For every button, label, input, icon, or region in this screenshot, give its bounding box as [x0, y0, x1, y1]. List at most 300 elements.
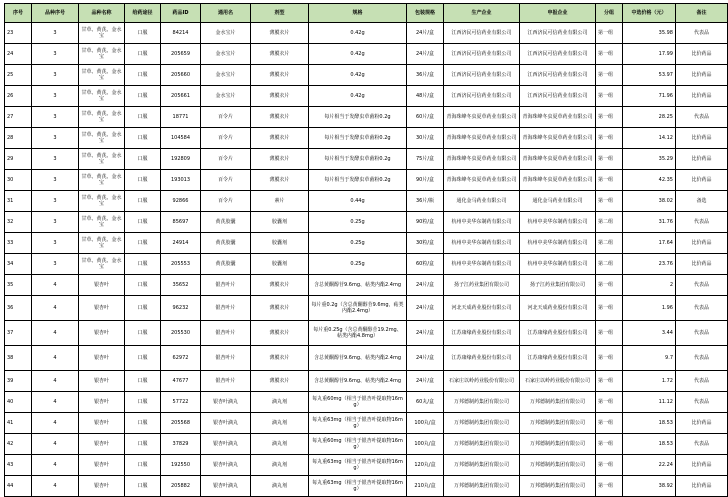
cell-remark: 比价药品: [676, 413, 728, 434]
cell-specification: 0.25g: [309, 212, 407, 233]
cell-price: 71.96: [623, 86, 676, 107]
cell-remark: 代表品: [676, 392, 728, 413]
cell-variety-name: 甘草、黄芪、金水宝: [79, 191, 125, 212]
cell-group: 第一组: [596, 65, 623, 86]
cell-dosage-form: 薄膜衣片: [251, 128, 309, 149]
cell-variety-name: 银杏叶: [79, 371, 125, 392]
cell-seq-no: 24: [5, 44, 32, 65]
cell-price: 38.92: [623, 476, 676, 497]
cell-price: 42.35: [623, 170, 676, 191]
cell-specification: 每片重0.25g（含总黄酮醇苷19.2mg、萜类内酯4.8mg）: [309, 321, 407, 346]
cell-variety-name: 甘草、黄芪、金水宝: [79, 254, 125, 275]
cell-route: 口服: [125, 107, 161, 128]
cell-manufacturer: 江西济民可信药业有限公司: [444, 44, 520, 65]
cell-seq-no: 33: [5, 233, 32, 254]
table-row: [5, 212, 728, 233]
cell-variety-no: 4: [32, 392, 79, 413]
cell-applicant: 石家庄以岭药业股份有限公司: [520, 371, 596, 392]
cell-dosage-form: 薄膜衣片: [251, 296, 309, 321]
cell-group: 第二组: [596, 254, 623, 275]
cell-dosage-form: 薄膜衣片: [251, 107, 309, 128]
cell-specification: 含总黄酮醇苷9.6mg、萜类内酯2.4mg: [309, 371, 407, 392]
cell-price: 3.44: [623, 321, 676, 346]
cell-seq-no: 41: [5, 413, 32, 434]
cell-variety-name: 银杏叶: [79, 346, 125, 371]
cell-route: 口服: [125, 44, 161, 65]
cell-applicant: 万邦德制药集团有限公司: [520, 434, 596, 455]
cell-variety-no: 4: [32, 413, 79, 434]
cell-generic-name: 黄芪胶囊: [201, 212, 251, 233]
cell-specification: 每丸重63mg（相当于银杏叶提取物16mg）: [309, 413, 407, 434]
cell-generic-name: 金水宝片: [201, 86, 251, 107]
cell-variety-no: 4: [32, 296, 79, 321]
cell-manufacturer: 万邦德制药集团有限公司: [444, 476, 520, 497]
cell-dosage-form: 薄膜衣片: [251, 371, 309, 392]
cell-applicant: 扬子江药业集团有限公司: [520, 275, 596, 296]
cell-group: 第一组: [596, 107, 623, 128]
cell-dosage-form: 薄膜衣片: [251, 170, 309, 191]
cell-group: 第一组: [596, 413, 623, 434]
cell-remark: 代表品: [676, 275, 728, 296]
table-row: [5, 107, 728, 128]
cell-variety-name: 银杏叶: [79, 413, 125, 434]
table-row: [5, 65, 728, 86]
cell-applicant: 杭州中美华东制药有限公司: [520, 212, 596, 233]
header-seq-no: 序号: [5, 4, 32, 23]
cell-variety-name: 甘草、黄芪、金水宝: [79, 107, 125, 128]
cell-specification: 每丸重60mg（相当于银杏叶提取物16mg）: [309, 434, 407, 455]
header-generic-name: 通用名: [201, 4, 251, 23]
table-row: [5, 346, 728, 371]
cell-manufacturer: 江西济民可信药业有限公司: [444, 23, 520, 44]
header-dosage-form: 剂型: [251, 4, 309, 23]
cell-dosage-form: 滴丸剂: [251, 476, 309, 497]
cell-group: 第一组: [596, 455, 623, 476]
cell-remark: 代表品: [676, 434, 728, 455]
cell-applicant: 青海珠峰冬虫夏草药业有限公司: [520, 107, 596, 128]
header-specification: 规格: [309, 4, 407, 23]
cell-price: 18.53: [623, 434, 676, 455]
cell-price: 17.99: [623, 44, 676, 65]
cell-package-spec: 90粒/盒: [407, 212, 444, 233]
cell-dosage-form: 薄膜衣片: [251, 86, 309, 107]
cell-variety-no: 4: [32, 371, 79, 392]
cell-route: 口服: [125, 275, 161, 296]
cell-generic-name: 金水宝片: [201, 44, 251, 65]
cell-drug-id: 192550: [161, 455, 201, 476]
cell-group: 第一组: [596, 275, 623, 296]
cell-route: 口服: [125, 254, 161, 275]
table-row: [5, 191, 728, 212]
cell-specification: 每片相当于发酵虫草菌粉0.2g: [309, 107, 407, 128]
cell-drug-id: 205568: [161, 413, 201, 434]
cell-group: 第一组: [596, 149, 623, 170]
cell-variety-name: 银杏叶: [79, 455, 125, 476]
cell-group: 第一组: [596, 23, 623, 44]
cell-group: 第一组: [596, 296, 623, 321]
cell-variety-no: 3: [32, 65, 79, 86]
cell-route: 口服: [125, 413, 161, 434]
cell-applicant: 万邦德制药集团有限公司: [520, 455, 596, 476]
cell-package-spec: 60丸/盒: [407, 392, 444, 413]
cell-variety-name: 甘草、黄芪、金水宝: [79, 86, 125, 107]
cell-generic-name: 银杏叶片: [201, 296, 251, 321]
cell-variety-name: 银杏叶: [79, 392, 125, 413]
cell-package-spec: 24片/盒: [407, 275, 444, 296]
cell-drug-id: 47677: [161, 371, 201, 392]
cell-price: 14.12: [623, 128, 676, 149]
table-row: [5, 170, 728, 191]
cell-generic-name: 百令片: [201, 191, 251, 212]
cell-applicant: 江西济民可信药业有限公司: [520, 65, 596, 86]
cell-remark: 代表品: [676, 296, 728, 321]
cell-remark: 代表品: [676, 321, 728, 346]
cell-package-spec: 24片/盒: [407, 296, 444, 321]
cell-generic-name: 银杏叶滴丸: [201, 392, 251, 413]
table-row: [5, 434, 728, 455]
cell-applicant: 万邦德制药集团有限公司: [520, 413, 596, 434]
cell-drug-id: 18771: [161, 107, 201, 128]
cell-seq-no: 27: [5, 107, 32, 128]
cell-dosage-form: 胶囊剂: [251, 254, 309, 275]
cell-package-spec: 24片/盒: [407, 346, 444, 371]
cell-variety-name: 银杏叶: [79, 434, 125, 455]
cell-specification: 含总黄酮醇苷9.6mg、萜类内酯2.4mg: [309, 275, 407, 296]
cell-generic-name: 百令片: [201, 170, 251, 191]
cell-variety-no: 3: [32, 23, 79, 44]
cell-dosage-form: 薄膜衣片: [251, 23, 309, 44]
cell-group: 第一组: [596, 371, 623, 392]
cell-generic-name: 百令片: [201, 149, 251, 170]
cell-remark: 比价药品: [676, 254, 728, 275]
cell-drug-id: 205553: [161, 254, 201, 275]
cell-applicant: 河北天成药业股份有限公司: [520, 296, 596, 321]
cell-applicant: 青海珠峰冬虫夏草药业有限公司: [520, 128, 596, 149]
cell-route: 口服: [125, 149, 161, 170]
cell-remark: 备选: [676, 191, 728, 212]
cell-remark: 比价药品: [676, 44, 728, 65]
cell-seq-no: 38: [5, 346, 32, 371]
cell-variety-no: 3: [32, 44, 79, 65]
cell-route: 口服: [125, 212, 161, 233]
cell-specification: 每片重0.2g（含总黄酮醇苷9.6mg，萜类内酯2.4mg）: [309, 296, 407, 321]
cell-generic-name: 百令片: [201, 128, 251, 149]
cell-route: 口服: [125, 170, 161, 191]
cell-generic-name: 银杏叶滴丸: [201, 413, 251, 434]
table-row: [5, 321, 728, 346]
cell-generic-name: 银杏叶片: [201, 371, 251, 392]
cell-generic-name: 百令片: [201, 107, 251, 128]
cell-price: 35.98: [623, 23, 676, 44]
cell-price: 53.97: [623, 65, 676, 86]
cell-manufacturer: 万邦德制药集团有限公司: [444, 455, 520, 476]
cell-remark: 比价药品: [676, 476, 728, 497]
cell-remark: 比价药品: [676, 455, 728, 476]
cell-drug-id: 35652: [161, 275, 201, 296]
cell-applicant: 江苏康缘药业股份有限公司: [520, 346, 596, 371]
header-variety-no: 品种序号: [32, 4, 79, 23]
cell-manufacturer: 青海珠峰冬虫夏草药业有限公司: [444, 107, 520, 128]
cell-generic-name: 金水宝片: [201, 65, 251, 86]
cell-drug-id: 192809: [161, 149, 201, 170]
cell-price: 31.76: [623, 212, 676, 233]
cell-manufacturer: 江苏康缘药业股份有限公司: [444, 346, 520, 371]
cell-drug-id: 96232: [161, 296, 201, 321]
table-row: [5, 128, 728, 149]
cell-generic-name: 银杏叶片: [201, 275, 251, 296]
cell-drug-id: 205659: [161, 44, 201, 65]
cell-dosage-form: 薄膜衣片: [251, 149, 309, 170]
cell-package-spec: 24片/盒: [407, 321, 444, 346]
cell-group: 第二组: [596, 233, 623, 254]
cell-package-spec: 120丸/盒: [407, 455, 444, 476]
cell-route: 口服: [125, 371, 161, 392]
cell-dosage-form: 薄膜衣片: [251, 321, 309, 346]
header-group: 分组: [596, 4, 623, 23]
cell-price: 35.29: [623, 149, 676, 170]
cell-applicant: 江西济民可信药业有限公司: [520, 86, 596, 107]
cell-variety-name: 甘草、黄芪、金水宝: [79, 170, 125, 191]
cell-variety-no: 3: [32, 212, 79, 233]
cell-specification: 0.42g: [309, 86, 407, 107]
cell-variety-name: 银杏叶: [79, 296, 125, 321]
cell-seq-no: 39: [5, 371, 32, 392]
header-applicant: 申报企业: [520, 4, 596, 23]
table-row: [5, 254, 728, 275]
cell-price: 11.12: [623, 392, 676, 413]
cell-route: 口服: [125, 128, 161, 149]
cell-seq-no: 23: [5, 23, 32, 44]
cell-route: 口服: [125, 233, 161, 254]
cell-package-spec: 48片/盒: [407, 86, 444, 107]
cell-variety-name: 银杏叶: [79, 476, 125, 497]
cell-variety-name: 甘草、黄芪、金水宝: [79, 23, 125, 44]
header-row: [5, 4, 728, 23]
cell-seq-no: 31: [5, 191, 32, 212]
cell-specification: 0.25g: [309, 254, 407, 275]
cell-manufacturer: 杭州中美华东制药有限公司: [444, 212, 520, 233]
cell-price: 1.72: [623, 371, 676, 392]
cell-variety-no: 3: [32, 107, 79, 128]
cell-route: 口服: [125, 296, 161, 321]
cell-applicant: 江西济民可信药业有限公司: [520, 23, 596, 44]
header-price: 中选价格（元）: [623, 4, 676, 23]
cell-drug-id: 24914: [161, 233, 201, 254]
cell-package-spec: 100丸/盒: [407, 413, 444, 434]
cell-seq-no: 44: [5, 476, 32, 497]
cell-package-spec: 75片/盒: [407, 149, 444, 170]
header-route: 给药途径: [125, 4, 161, 23]
cell-route: 口服: [125, 191, 161, 212]
table-row: [5, 23, 728, 44]
cell-variety-no: 3: [32, 233, 79, 254]
table-row: [5, 275, 728, 296]
cell-seq-no: 40: [5, 392, 32, 413]
cell-group: 第一组: [596, 170, 623, 191]
cell-route: 口服: [125, 434, 161, 455]
cell-seq-no: 29: [5, 149, 32, 170]
cell-specification: 0.44g: [309, 191, 407, 212]
cell-route: 口服: [125, 455, 161, 476]
cell-price: 18.53: [623, 413, 676, 434]
cell-seq-no: 43: [5, 455, 32, 476]
cell-variety-no: 4: [32, 346, 79, 371]
cell-drug-id: 205530: [161, 321, 201, 346]
cell-package-spec: 60片/盒: [407, 107, 444, 128]
cell-specification: 每片相当于发酵虫草菌粉0.2g: [309, 170, 407, 191]
price-table: [4, 3, 728, 497]
cell-route: 口服: [125, 346, 161, 371]
cell-group: 第一组: [596, 86, 623, 107]
cell-manufacturer: 江苏康缘药业股份有限公司: [444, 321, 520, 346]
header-remark: 备注: [676, 4, 728, 23]
cell-specification: 每丸重63mg（相当于银杏叶提取物16mg）: [309, 476, 407, 497]
cell-manufacturer: 石家庄以岭药业股份有限公司: [444, 371, 520, 392]
cell-variety-no: 3: [32, 254, 79, 275]
cell-remark: 比价药品: [676, 128, 728, 149]
cell-remark: 代表品: [676, 346, 728, 371]
cell-price: 38.02: [623, 191, 676, 212]
cell-generic-name: 黄芪胶囊: [201, 254, 251, 275]
cell-specification: 0.25g: [309, 233, 407, 254]
cell-dosage-form: 素片: [251, 191, 309, 212]
cell-variety-no: 3: [32, 170, 79, 191]
cell-price: 22.24: [623, 455, 676, 476]
cell-generic-name: 黄芪胶囊: [201, 233, 251, 254]
cell-variety-no: 4: [32, 275, 79, 296]
cell-package-spec: 36片/盒: [407, 65, 444, 86]
cell-specification: 每丸重60mg（相当于银杏叶提取物16mg）: [309, 392, 407, 413]
cell-variety-no: 4: [32, 476, 79, 497]
cell-specification: 每片相当于发酵虫草菌粉0.2g: [309, 128, 407, 149]
cell-seq-no: 36: [5, 296, 32, 321]
cell-variety-no: 3: [32, 149, 79, 170]
cell-manufacturer: 江西济民可信药业有限公司: [444, 65, 520, 86]
table-row: [5, 86, 728, 107]
cell-route: 口服: [125, 392, 161, 413]
cell-applicant: 杭州中美华东制药有限公司: [520, 233, 596, 254]
cell-route: 口服: [125, 65, 161, 86]
cell-manufacturer: 青海珠峰冬虫夏草药业有限公司: [444, 149, 520, 170]
cell-package-spec: 36片/瓶: [407, 191, 444, 212]
cell-specification: 0.42g: [309, 65, 407, 86]
cell-manufacturer: 青海珠峰冬虫夏草药业有限公司: [444, 128, 520, 149]
cell-route: 口服: [125, 321, 161, 346]
cell-applicant: 万邦德制药集团有限公司: [520, 392, 596, 413]
cell-drug-id: 57722: [161, 392, 201, 413]
cell-seq-no: 30: [5, 170, 32, 191]
cell-seq-no: 34: [5, 254, 32, 275]
cell-seq-no: 35: [5, 275, 32, 296]
cell-remark: 代表品: [676, 371, 728, 392]
header-manufacturer: 生产企业: [444, 4, 520, 23]
cell-applicant: 江苏康缘药业股份有限公司: [520, 321, 596, 346]
cell-remark: 比价药品: [676, 233, 728, 254]
table-row: [5, 413, 728, 434]
cell-remark: 比价药品: [676, 170, 728, 191]
cell-package-spec: 60粒/盒: [407, 254, 444, 275]
cell-drug-id: 37829: [161, 434, 201, 455]
cell-variety-name: 银杏叶: [79, 321, 125, 346]
cell-generic-name: 银杏叶片: [201, 321, 251, 346]
cell-variety-name: 甘草、黄芪、金水宝: [79, 65, 125, 86]
cell-drug-id: 193013: [161, 170, 201, 191]
cell-remark: 代表品: [676, 212, 728, 233]
cell-generic-name: 银杏叶滴丸: [201, 455, 251, 476]
cell-variety-no: 4: [32, 455, 79, 476]
table-row: [5, 476, 728, 497]
cell-applicant: 青海珠峰冬虫夏草药业有限公司: [520, 170, 596, 191]
cell-generic-name: 银杏叶滴丸: [201, 434, 251, 455]
cell-price: 28.25: [623, 107, 676, 128]
cell-dosage-form: 薄膜衣片: [251, 44, 309, 65]
cell-variety-name: 银杏叶: [79, 275, 125, 296]
cell-applicant: 江西济民可信药业有限公司: [520, 44, 596, 65]
cell-seq-no: 37: [5, 321, 32, 346]
cell-manufacturer: 通化金马药业有限公司: [444, 191, 520, 212]
cell-seq-no: 32: [5, 212, 32, 233]
header-drug-id: 药品ID: [161, 4, 201, 23]
header-package-spec: 包装规格: [407, 4, 444, 23]
cell-route: 口服: [125, 476, 161, 497]
cell-manufacturer: 万邦德制药集团有限公司: [444, 392, 520, 413]
cell-drug-id: 92866: [161, 191, 201, 212]
cell-group: 第一组: [596, 346, 623, 371]
table-header: [5, 4, 728, 23]
cell-dosage-form: 滴丸剂: [251, 434, 309, 455]
table-row: [5, 392, 728, 413]
cell-group: 第二组: [596, 212, 623, 233]
cell-dosage-form: 胶囊剂: [251, 212, 309, 233]
cell-specification: 每片相当于发酵虫草菌粉0.2g: [309, 149, 407, 170]
table-row: [5, 371, 728, 392]
cell-manufacturer: 扬子江药业集团有限公司: [444, 275, 520, 296]
cell-variety-no: 4: [32, 321, 79, 346]
cell-applicant: 万邦德制药集团有限公司: [520, 476, 596, 497]
cell-variety-no: 4: [32, 434, 79, 455]
cell-price: 2: [623, 275, 676, 296]
cell-drug-id: 85697: [161, 212, 201, 233]
table-row: [5, 455, 728, 476]
cell-variety-name: 甘草、黄芪、金水宝: [79, 212, 125, 233]
cell-manufacturer: 江西济民可信药业有限公司: [444, 86, 520, 107]
cell-group: 第一组: [596, 128, 623, 149]
cell-dosage-form: 胶囊剂: [251, 233, 309, 254]
cell-package-spec: 100丸/盒: [407, 434, 444, 455]
cell-group: 第一组: [596, 44, 623, 65]
cell-drug-id: 84214: [161, 23, 201, 44]
cell-dosage-form: 滴丸剂: [251, 413, 309, 434]
cell-manufacturer: 青海珠峰冬虫夏草药业有限公司: [444, 170, 520, 191]
cell-generic-name: 金水宝片: [201, 23, 251, 44]
cell-group: 第一组: [596, 392, 623, 413]
cell-specification: 每丸重63mg（相当于银杏叶提取物16mg）: [309, 455, 407, 476]
cell-generic-name: 银杏叶片: [201, 346, 251, 371]
cell-route: 口服: [125, 23, 161, 44]
cell-specification: 0.42g: [309, 23, 407, 44]
cell-generic-name: 银杏叶滴丸: [201, 476, 251, 497]
cell-dosage-form: 滴丸剂: [251, 392, 309, 413]
cell-seq-no: 26: [5, 86, 32, 107]
header-variety-name: 品种名称: [79, 4, 125, 23]
cell-drug-id: 205661: [161, 86, 201, 107]
cell-remark: 比价药品: [676, 65, 728, 86]
cell-group: 第一组: [596, 434, 623, 455]
cell-package-spec: 24片/盒: [407, 44, 444, 65]
cell-applicant: 杭州中美华东制药有限公司: [520, 254, 596, 275]
table-row: [5, 44, 728, 65]
cell-seq-no: 42: [5, 434, 32, 455]
